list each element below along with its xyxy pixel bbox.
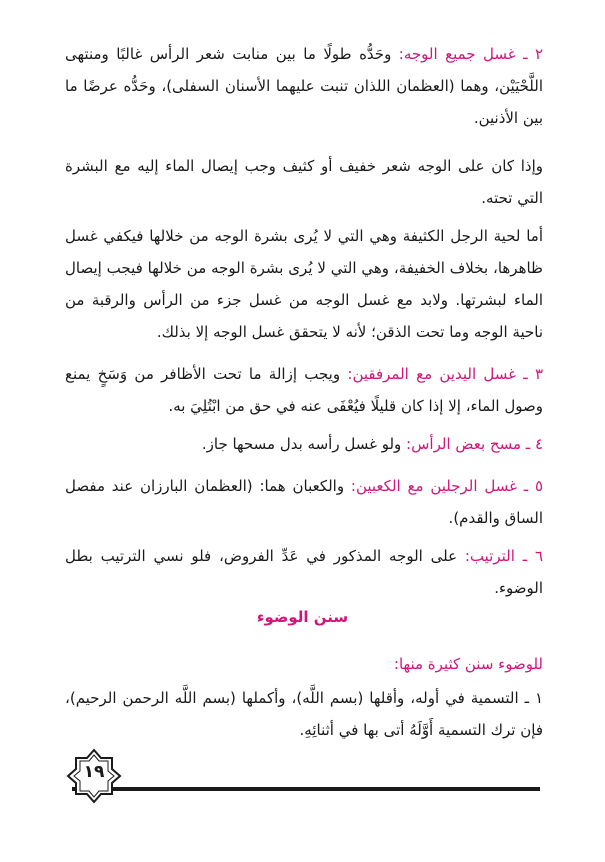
item-heading: مسح بعض الرأس: bbox=[406, 435, 521, 453]
item-heading: غسل جميع الوجه: bbox=[398, 45, 516, 63]
page-number: ١٩ bbox=[83, 762, 105, 782]
footer-rule bbox=[72, 787, 540, 791]
section-title: سنن الوضوء bbox=[256, 608, 349, 626]
item-body: على الوجه المذكور في عَدِّ الفروض، فلو نسي الترتيب بطل الوضوء. bbox=[65, 547, 543, 597]
paragraph-basmala: ١ ـ التسمية في أوله، وأقلها (بسم اللَّه)، وأكملها (بسم اللَّه الرحمن الرحيم)، فإن ترك التسمية أَوَّلَهُ أتى بها في أثنائِهِ. bbox=[65, 689, 543, 739]
item-body: ولو غسل رأسه بدل مسحها جاز. bbox=[201, 435, 407, 453]
paragraph-order bbox=[65, 540, 543, 604]
item-body: وحَدُّه طولًا ما بين منابت شعر الرأس غالبًا ومنتهى اللَّحْيَيْن، وهما (العظمان اللذان تنبت عليهما الأسنان السفلى)، وحَدُّه عرضًا ما بين الأذنين. bbox=[65, 45, 543, 127]
item-number: ٦ ـ bbox=[514, 547, 543, 565]
item-heading: غسل اليدين مع المرفقين: bbox=[347, 365, 516, 383]
paragraph-beard-thick: أما لحية الرجل الكثيفة وهي التي لا يُرى بشرة الوجه من خلالها فيكفي غسل ظاهرها، بخلاف الخفيفة، وهي التي لا يُرى بشرة الوجه من خلالها فيجب إيصال الماء لبشرتها. ولابد مع غسل الوجه من غسل جزء من الرأس والرقبة من ناحية الوجه وما تحت الذقن؛ لأنه لا يتحقق غسل الوجه إلا بذلك. bbox=[65, 227, 543, 341]
item-number: ٢ ـ bbox=[515, 45, 544, 63]
item-number: ٥ ـ bbox=[516, 477, 543, 495]
paragraph-head-wiping bbox=[65, 428, 543, 460]
item-body: ويجب إزالة ما تحت الأظافر من وَسَخٍ يمنع وصول الماء، إلا إذا كان قليلًا فيُعْفَى عنه في حق من ابْتُلِيَ به. bbox=[65, 365, 543, 415]
item-number: ٤ ـ bbox=[521, 435, 543, 453]
paragraph-hands-washing bbox=[65, 358, 543, 422]
item-number: ٣ ـ bbox=[516, 365, 544, 383]
sunan-intro: للوضوء سنن كثيرة منها: bbox=[393, 655, 543, 673]
paragraph-beard-light: وإذا كان على الوجه شعر خفيف أو كثيف وجب إيصال الماء إليه مع البشرة التي تحته. bbox=[65, 157, 543, 207]
item-heading: الترتيب: bbox=[464, 547, 515, 565]
item-body: والكعبان هما: (العظمان البارزان عند مفصل الساق والقدم). bbox=[65, 477, 543, 527]
paragraph-feet-washing bbox=[65, 470, 543, 534]
paragraph-face-washing bbox=[65, 38, 543, 134]
item-heading: غسل الرجلين مع الكعبين: bbox=[350, 477, 517, 495]
